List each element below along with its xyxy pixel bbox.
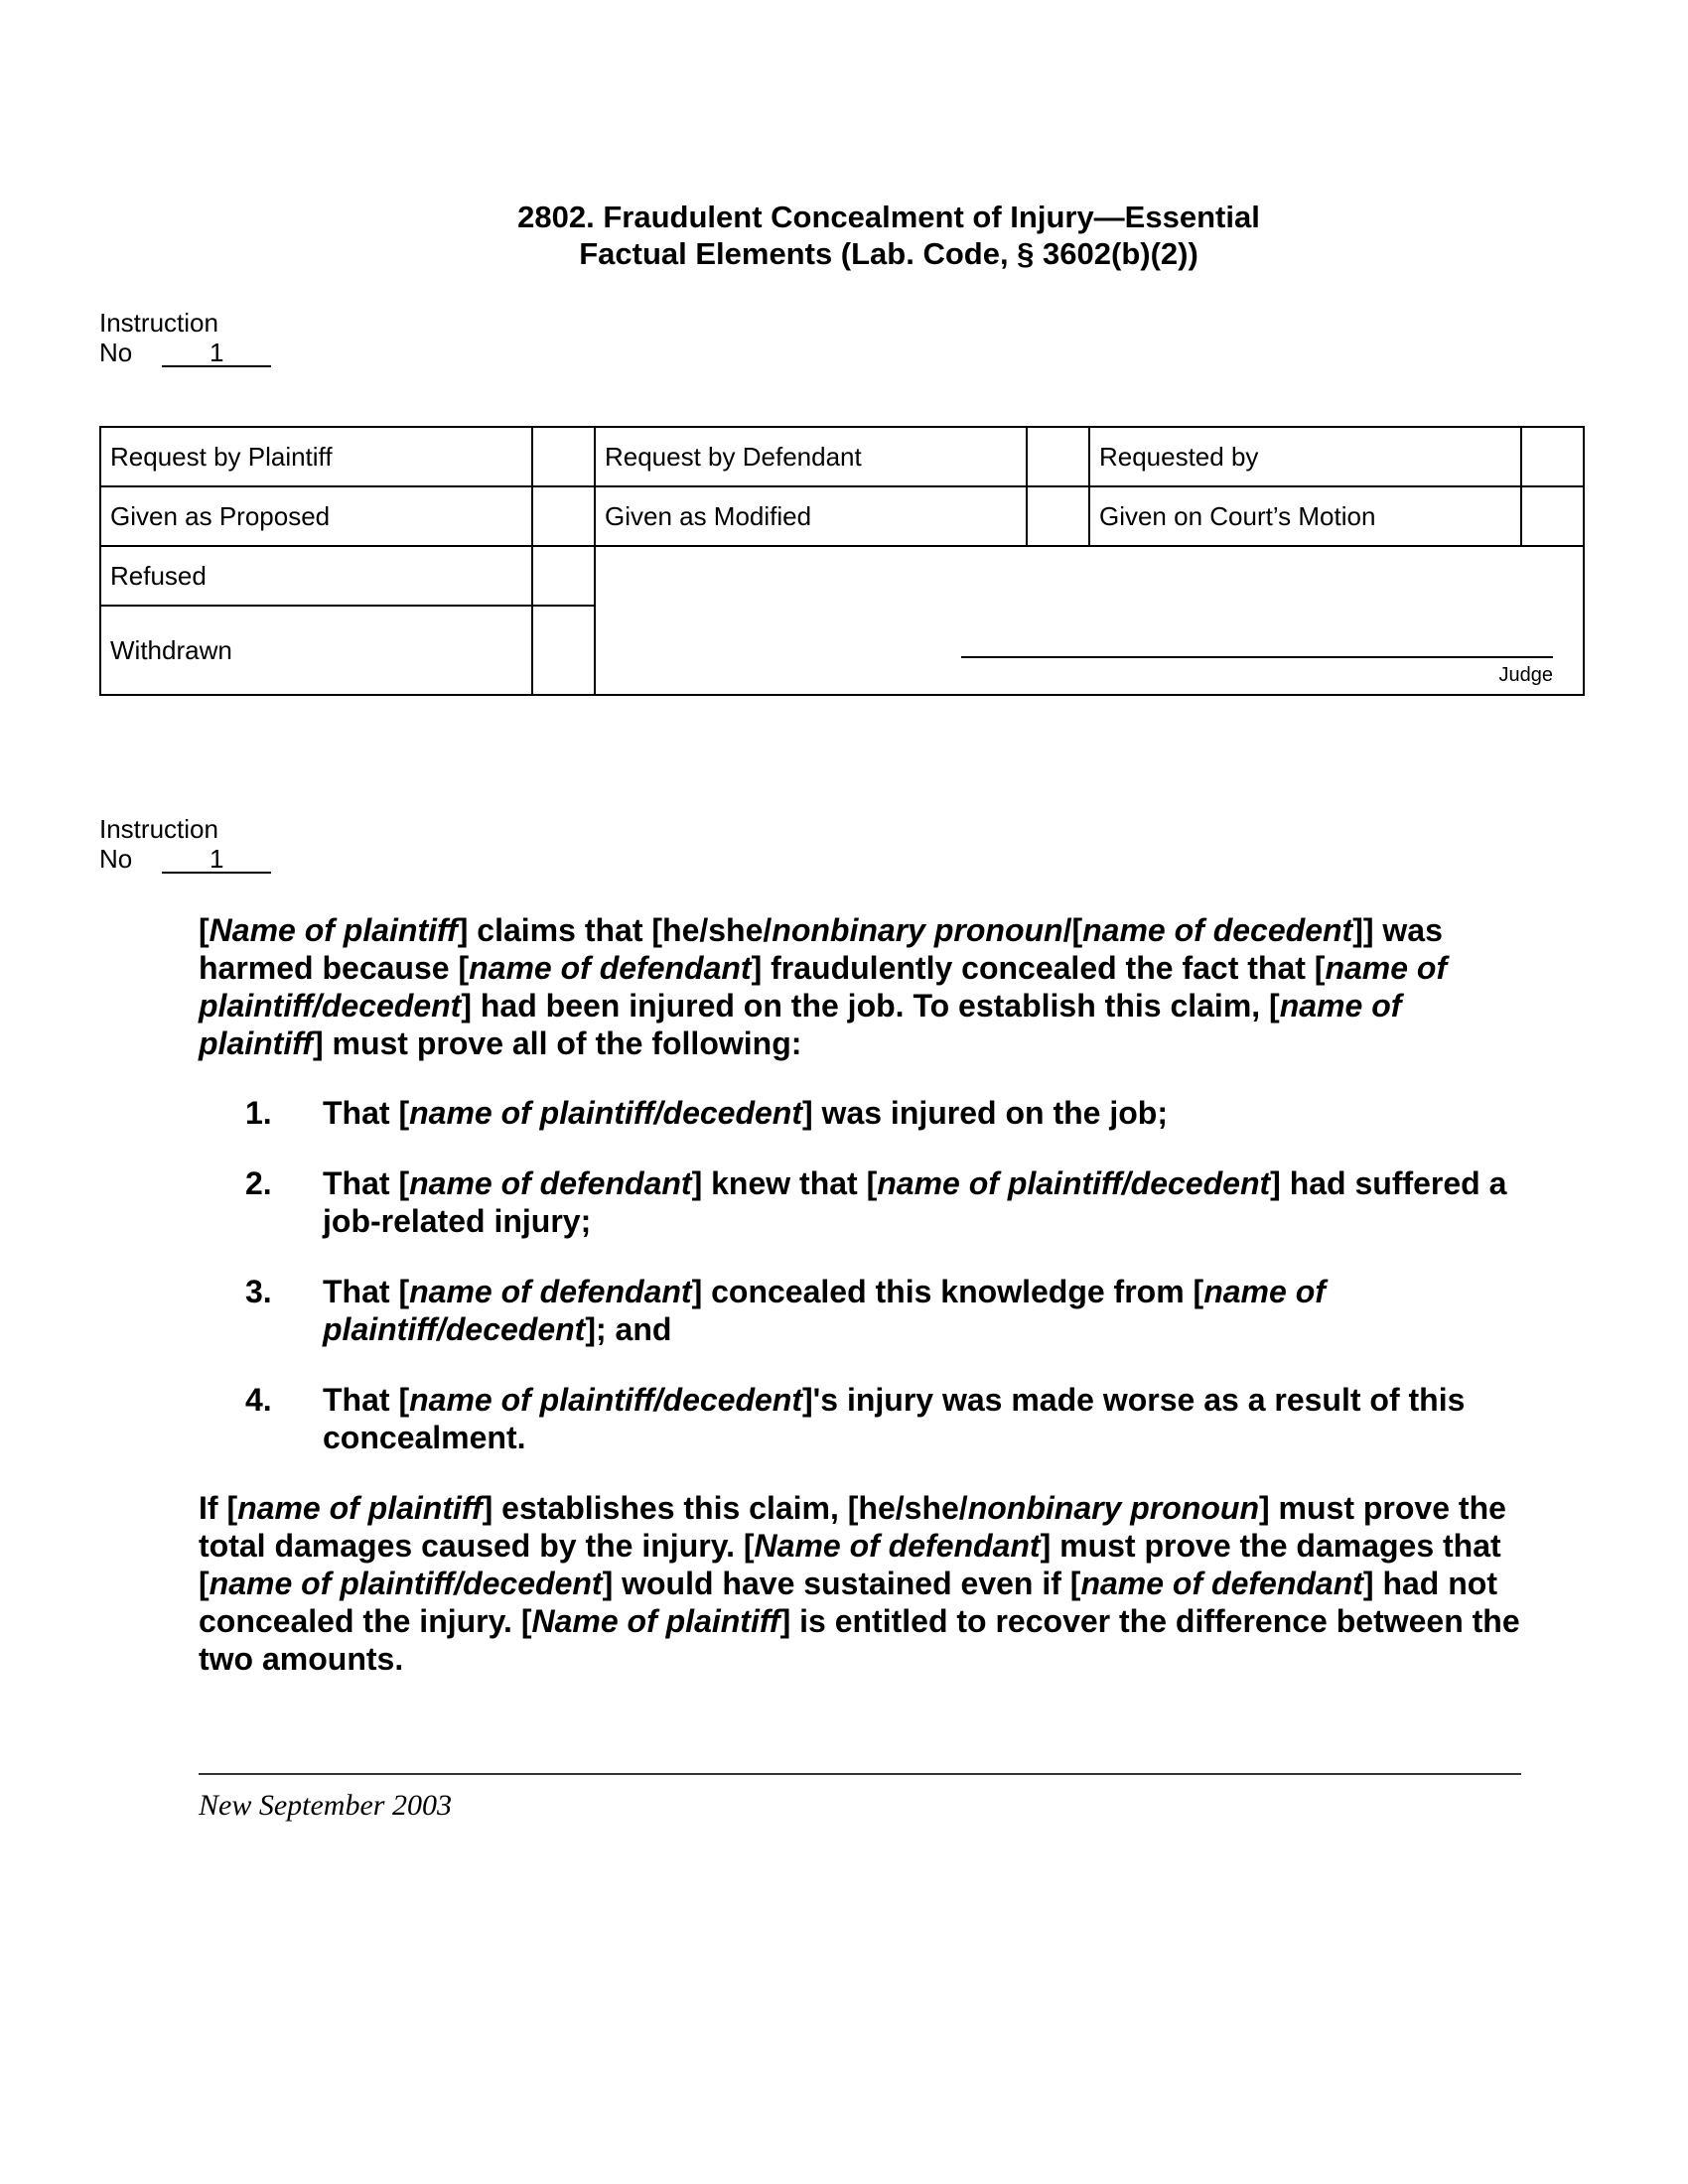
text-run: ] fraudulently concealed the fact that [ (751, 950, 1326, 986)
placeholder-text: nonbinary pronoun (967, 1490, 1259, 1526)
title-line-1: 2802. Fraudulent Concealment of Injury—Essential (517, 200, 1260, 234)
given-as-modified-label: Given as Modified (595, 486, 1027, 546)
judge-label: Judge (1498, 664, 1553, 686)
text-run: That [ (323, 1165, 410, 1201)
given-as-proposed-label: Given as Proposed (100, 486, 532, 546)
placeholder-text: name of plaintiff/decedent (323, 1274, 1326, 1347)
element-number: 1. (245, 1095, 272, 1131)
element-number: 2. (245, 1165, 272, 1201)
requested-by-label: Requested by (1089, 427, 1521, 486)
requested-by-checkbox[interactable] (1521, 427, 1584, 486)
element-item-4 (199, 1381, 1529, 1456)
placeholder-text: name of plaintiff (237, 1490, 483, 1526)
placeholder-text: Name of plaintiff (531, 1603, 780, 1639)
instruction-no-label: No (99, 844, 133, 874)
given-on-courts-motion-label: Given on Court’s Motion (1089, 486, 1521, 546)
request-by-defendant-label: Request by Defendant (595, 427, 1027, 486)
instruction-title (0, 199, 1688, 272)
withdrawn-label: Withdrawn (100, 606, 532, 695)
text-run: That [ (323, 1274, 410, 1309)
closing-paragraph (199, 1489, 1529, 1678)
placeholder-text: nonbinary pronoun (772, 912, 1063, 948)
judge-signature-line[interactable] (961, 656, 1553, 658)
instruction-no-label: No (99, 338, 133, 367)
placeholder-text: Name of defendant (754, 1528, 1041, 1564)
instruction-no-value: 1 (162, 846, 271, 874)
element-item-2 (199, 1164, 1529, 1240)
given-on-courts-motion-checkbox[interactable] (1521, 486, 1584, 546)
request-by-plaintiff-label: Request by Plaintiff (100, 427, 532, 486)
element-number: 3. (245, 1274, 272, 1309)
placeholder-text: name of plaintiff/decedent (409, 1095, 802, 1131)
instruction-label: Instruction (99, 814, 218, 844)
text-run: ] must prove the total damages caused by the injury. [ (199, 1490, 1506, 1564)
placeholder-text: name of plaintiff/decedent (209, 1566, 603, 1601)
given-as-proposed-checkbox[interactable] (532, 486, 595, 546)
refused-label: Refused (100, 546, 532, 606)
text-run: ] had suffered a job-related injury; (323, 1165, 1507, 1239)
placeholder-text: name of defendant (1080, 1566, 1363, 1601)
footer-divider (199, 1773, 1521, 1775)
placeholder-text: name of defendant (409, 1274, 692, 1309)
element-number: 4. (245, 1382, 272, 1418)
title-line-2: Factual Elements (Lab. Code, § 3602(b)(2)) (579, 236, 1198, 271)
text-run: ] had been injured on the job. To establish this claim, [ (461, 988, 1280, 1024)
text-run: ] had not concealed the injury. [ (199, 1566, 1497, 1639)
placeholder-text: name of decedent (1082, 912, 1353, 948)
request-status-table (99, 426, 1585, 696)
placeholder-text: name of defendant (469, 950, 752, 986)
text-run: /[ (1062, 912, 1083, 948)
request-by-defendant-checkbox[interactable] (1027, 427, 1089, 486)
text-run: ] knew that [ (691, 1165, 878, 1201)
text-run: [ (199, 912, 210, 948)
text-run: ] would have sustained even if [ (602, 1566, 1081, 1601)
instruction-no-value: 1 (162, 340, 271, 367)
placeholder-text: Name of plaintiff (209, 912, 458, 948)
placeholder-text: name of plaintiff/decedent (199, 950, 1448, 1024)
text-run: ] is entitled to recover the difference between the two amounts. (199, 1603, 1520, 1677)
text-run: That [ (323, 1382, 410, 1418)
instruction-number-block-top (99, 308, 271, 367)
text-run: ] must prove the damages that [ (199, 1528, 1501, 1601)
request-by-plaintiff-checkbox[interactable] (532, 427, 595, 486)
placeholder-text: name of plaintiff (199, 988, 1402, 1061)
element-item-1 (199, 1094, 1529, 1132)
withdrawn-checkbox[interactable] (532, 606, 595, 695)
text-run: ] concealed this knowledge from [ (691, 1274, 1204, 1309)
placeholder-text: name of defendant (409, 1165, 692, 1201)
instruction-number-block-bottom (99, 814, 271, 874)
given-as-modified-checkbox[interactable] (1027, 486, 1089, 546)
instruction-no-row (99, 844, 271, 874)
instruction-no-row (99, 338, 271, 367)
text-run: ] establishes this claim, [he/she/ (482, 1490, 968, 1526)
text-run: ]] was harmed because [ (199, 912, 1443, 986)
element-item-3 (199, 1273, 1529, 1348)
text-run: ]; and (585, 1311, 672, 1347)
intro-paragraph (199, 911, 1529, 1062)
judge-signature-cell (595, 546, 1584, 695)
instruction-body (199, 911, 1529, 1678)
refused-checkbox[interactable] (532, 546, 595, 606)
placeholder-text: name of plaintiff/decedent (877, 1165, 1271, 1201)
text-run: ] claims that [he/she/ (457, 912, 773, 948)
text-run: If [ (199, 1490, 238, 1526)
revision-note: New September 2003 (199, 1789, 452, 1822)
text-run: ] was injured on the job; (802, 1095, 1168, 1131)
text-run: ] must prove all of the following: (312, 1025, 802, 1061)
text-run: That [ (323, 1095, 410, 1131)
placeholder-text: name of plaintiff/decedent (409, 1382, 802, 1418)
instruction-label: Instruction (99, 308, 218, 338)
text-run: ]'s injury was made worse as a result of this concealment. (323, 1382, 1466, 1455)
